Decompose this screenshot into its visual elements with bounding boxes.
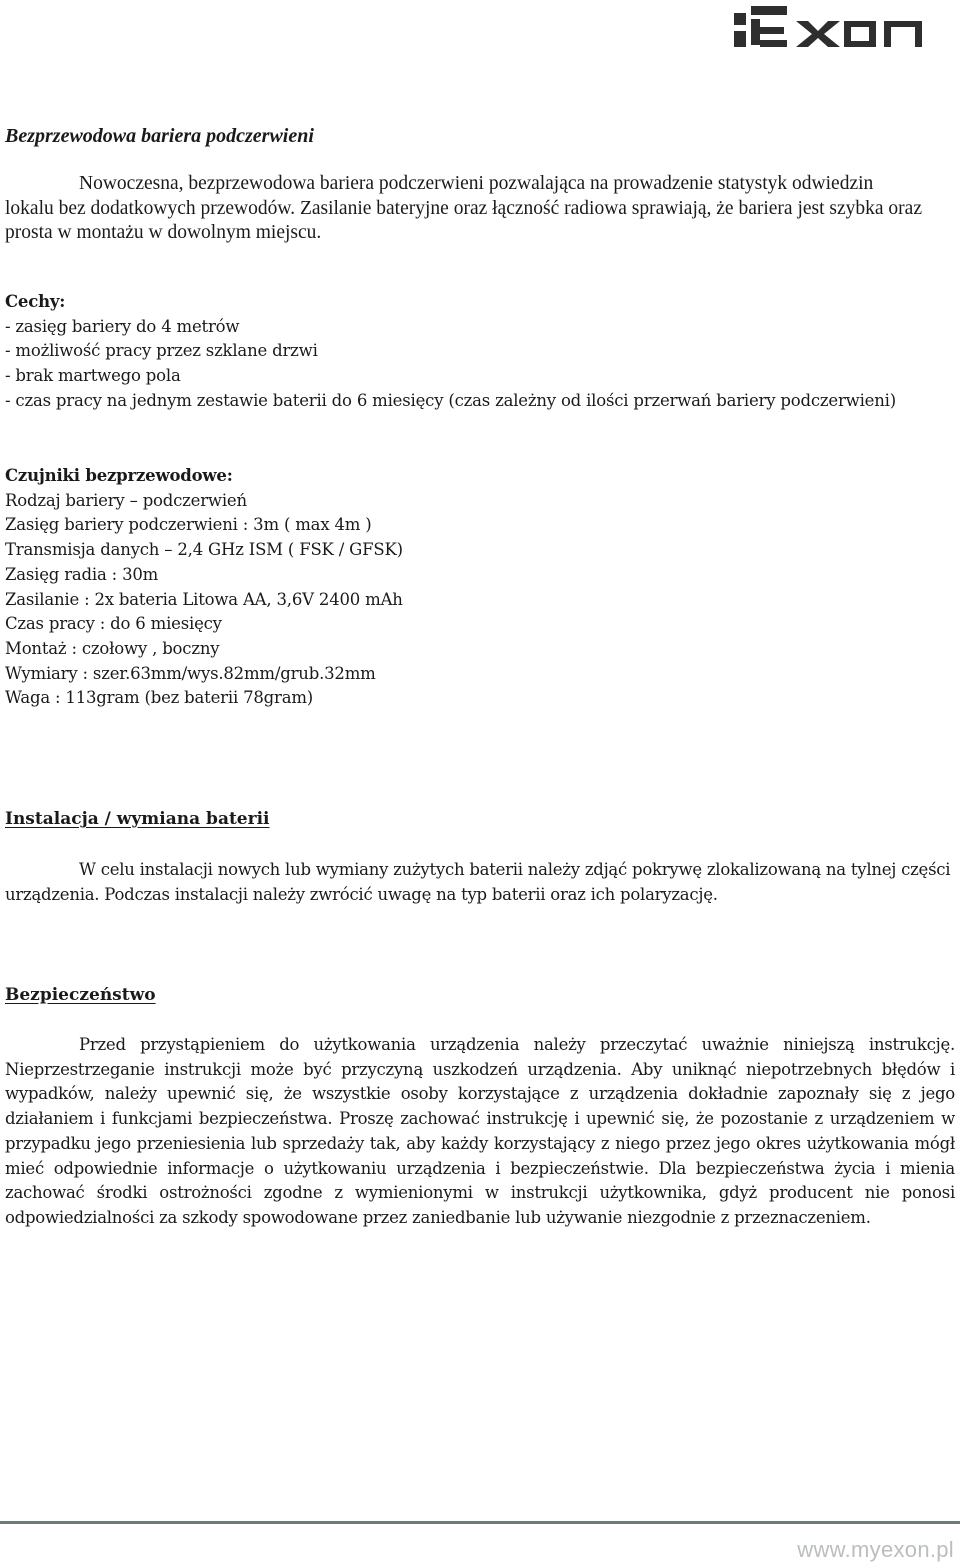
feature-item: - możliwość pracy przez szklane drzwi (5, 341, 318, 361)
feature-item: - zasięg bariery do 4 metrów (5, 316, 240, 336)
safety-heading: Bezpieczeństwo (5, 985, 156, 1005)
safety-paragraph: Przed przystąpieniem do użytkowania urządzenia należy przeczytać uważnie niniejszą instrukcję. Nieprzestrzeganie instrukcji może być przyczyną uszkodzeń urządzenia. Aby uniknąć niepotrzebnych błędów i wypadków, należy upewnić się, że wszystkie osoby korzystające z urządzenia dokładnie zapoznały się z jego działaniem i funkcjami bezpieczeństwa. Proszę zachować instrukcję i upewnić się, że pozostanie z urządzeniem w przypadku jego przeniesienia lub sprzedaży tak, aby każdy korzystający z niego przez jego okres użytkowania mógł mieć odpowiednie informacje o użytkowaniu urządzenia i bezpieczeństwie. Dla bezpieczeństwa życia i mienia zachować środki ostrożności zgodne z wymienionymi w instrukcji użytkownika, gdyż producent nie ponosi odpowiedzialności za szkody spowodowane przez zaniedbanie lub używanie niezgodnie z przeznaczeniem. (5, 1035, 955, 1227)
installation-paragraph: W celu instalacji nowych lub wymiany zużytych baterii należy zdjąć pokrywę zlokalizowaną na tylnej części urządzenia. Podczas instalacji należy zwrócić uwagę na typ baterii oraz ich polaryzację. (5, 860, 951, 904)
sensors-label: Czujniki bezprzewodowe: (5, 466, 233, 485)
document-title: Bezprzewodowa bariera podczerwieni (5, 125, 314, 147)
features-label: Cechy: (5, 292, 66, 311)
spec-item: Zasilanie : 2x bateria Litowa AA, 3,6V 2400 mAh (5, 589, 403, 609)
feature-item: - brak martwego pola (5, 366, 181, 386)
spec-item: Zasięg radia : 30m (5, 564, 159, 584)
footer-divider (0, 1521, 960, 1524)
spec-item: Czas pracy : do 6 miesięcy (5, 614, 222, 634)
spec-item: Rodzaj bariery – podczerwień (5, 490, 247, 510)
exon-logo (734, 4, 924, 54)
spec-item: Waga : 113gram (bez baterii 78gram) (5, 688, 314, 708)
sensors-section (5, 464, 403, 711)
feature-item: - czas pracy na jednym zestawie baterii do 6 miesięcy (czas zależny od ilości przerwań bariery podczerwieni) (5, 390, 896, 410)
spec-item: Montaż : czołowy , boczny (5, 638, 220, 658)
footer-website: www.myexon.pl (797, 1537, 954, 1562)
spec-item: Wymiary : szer.63mm/wys.82mm/grub.32mm (5, 663, 376, 683)
features-section (5, 290, 905, 414)
installation-heading: Instalacja / wymiana baterii (5, 809, 270, 829)
intro-paragraph: Nowoczesna, bezprzewodowa bariera podczerwieni pozwalająca na prowadzenie statystyk odwiedzin lokalu bez dodatkowych przewodów. Zasilanie bateryjne oraz łączność radiowa sprawiają, że bariera jest szybka oraz prosta w montażu w dowolnym miejscu. (5, 173, 922, 243)
spec-item: Zasięg bariery podczerwieni : 3m ( max 4m ) (5, 515, 372, 535)
spec-item: Transmisja danych – 2,4 GHz ISM ( FSK / GFSK) (5, 540, 403, 560)
